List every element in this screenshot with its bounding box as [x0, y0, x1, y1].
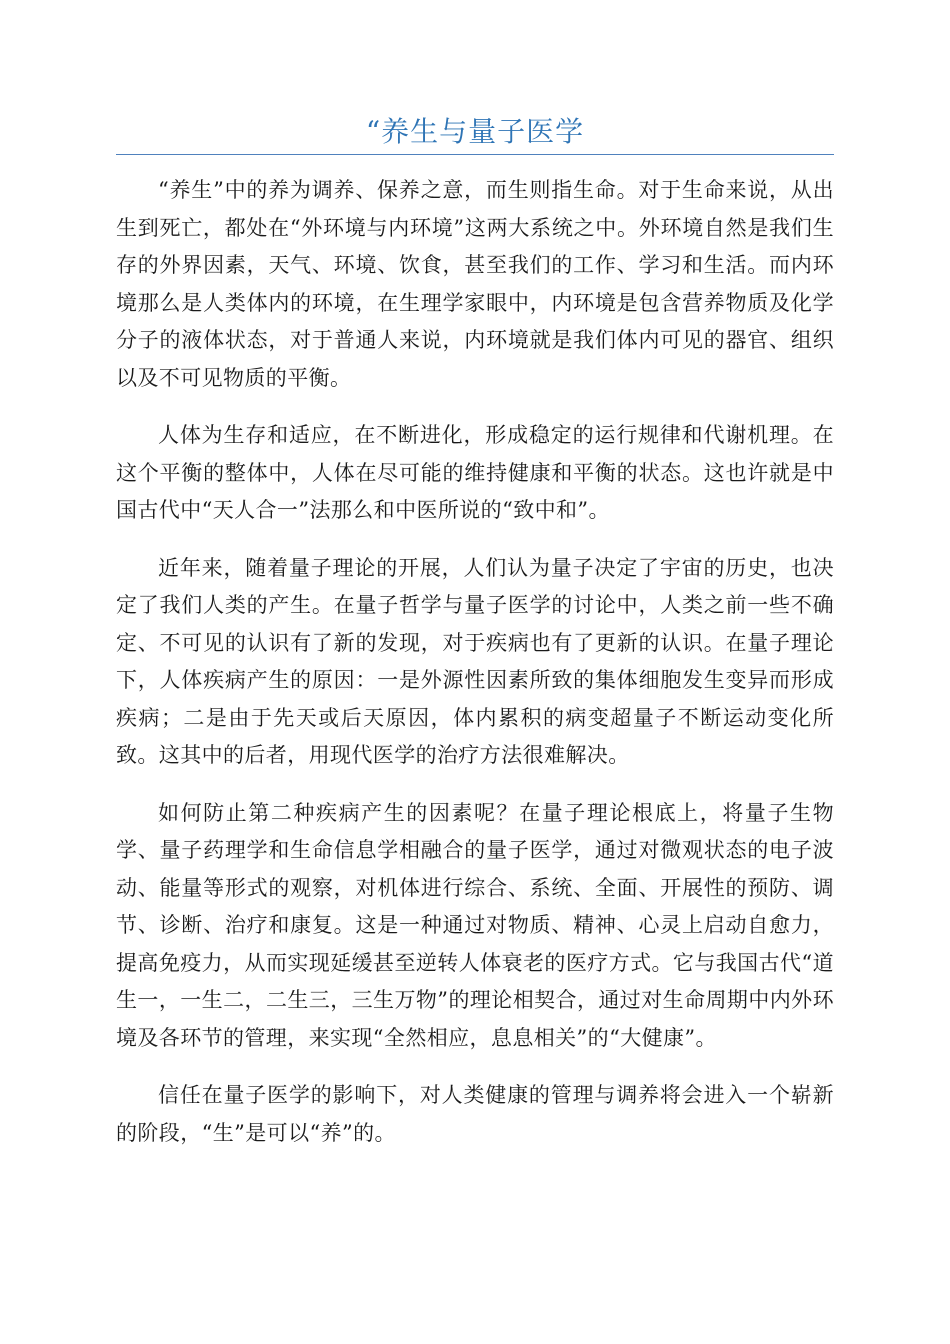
paragraph-1: “养生”中的养为调养、保养之意，而生则指生命。对于生命来说，从出生到死亡，都处在“外环境与内环境”这两大系统之中。外环境自然是我们生存的外界因素，天气、环境、饮食，甚至我们的工作、学习和生活。而内环境那么是人类体内的环境，在生理学家眼中，内环境是包含营养物质及化学分子的液体状态，对于普通人来说，内环境就是我们体内可见的器官、组织以及不可见物质的平衡。 [116, 178, 834, 390]
paragraph-2: 人体为生存和适应，在不断进化，形成稳定的运行规律和代谢机理。在这个平衡的整体中，人体在尽可能的维持健康和平衡的状态。这也许就是中国古代中“天人合一”法那么和中医所说的“致中和”。 [116, 423, 834, 522]
paragraph-4: 如何防止第二种疾病产生的因素呢？在量子理论根底上，将量子生物学、量子药理学和生命信息学相融合的量子医学，通过对微观状态的电子波动、能量等形式的观察，对机体进行综合、系统、全面、开展性的预防、调节、诊断、治疗和康复。这是一种通过对物质、精神、心灵上启动自愈力，提高免疫力，从而实现延缓甚至逆转人体衰老的医疗方式。它与我国古代“道生一，一生二，二生三，三生万物”的理论相契合，通过对生命周期中内外环境及各环节的管理，来实现“全然相应，息息相关”的“大健康”。 [116, 800, 834, 1050]
paragraph-3: 近年来，随着量子理论的开展，人们认为量子决定了宇宙的历史，也决定了我们人类的产生。在量子哲学与量子医学的讨论中，人类之前一些不确定、不可见的认识有了新的发现，对于疾病也有了更新的认识。在量子理论下，人体疾病产生的原因：一是外源性因素所致的集体细胞发生变异而形成疾病；二是由于先天或后天原因，体内累积的病变超量子不断运动变化所致。这其中的后者，用现代医学的治疗方法很难解决。 [116, 555, 834, 767]
document-title: “养生与量子医学 [365, 115, 585, 148]
document-body [116, 172, 834, 1172]
title-underline-divider [116, 154, 834, 155]
paragraph-5: 信任在量子医学的影响下，对人类健康的管理与调养将会进入一个崭新的阶段，“生”是可以“养”的。 [116, 1083, 834, 1145]
